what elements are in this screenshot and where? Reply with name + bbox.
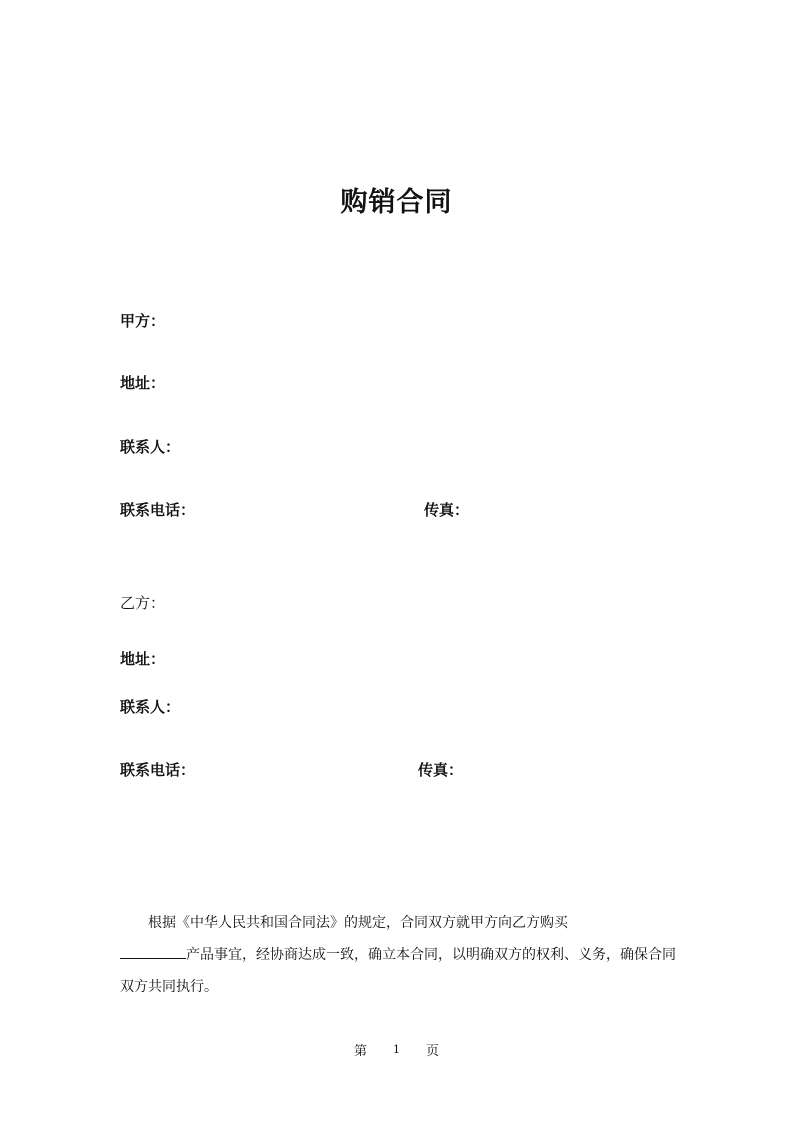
party-b-address-label: 地址： bbox=[120, 650, 166, 668]
preamble-line-2-text: 产品事宜，经协商达成一致，确立本合同，以明确双方的权利、义务，确保合同 bbox=[186, 947, 676, 963]
party-a-contact-label: 联系人： bbox=[120, 438, 181, 456]
page-footer bbox=[0, 1040, 793, 1059]
party-b-label: 乙方： bbox=[120, 594, 166, 612]
page-number: 1 bbox=[393, 1043, 400, 1056]
document-title: 购销合同 bbox=[340, 187, 453, 218]
footer-suffix: 页 bbox=[426, 1044, 440, 1059]
party-b-fax-label: 传真： bbox=[418, 761, 464, 779]
preamble-line-3: 双方共同执行。 bbox=[120, 979, 218, 995]
footer-prefix: 第 bbox=[353, 1044, 367, 1059]
preamble-line-2 bbox=[120, 939, 680, 971]
product-blank bbox=[120, 944, 186, 959]
party-a-address-label: 地址： bbox=[120, 374, 166, 392]
party-a-phone-label: 联系电话： bbox=[120, 501, 196, 519]
contract-preamble bbox=[120, 907, 680, 1003]
party-b-contact-label: 联系人： bbox=[120, 698, 181, 716]
party-a-label: 甲方： bbox=[120, 312, 166, 330]
party-b-phone-label: 联系电话： bbox=[120, 761, 196, 779]
party-a-fax-label: 传真： bbox=[424, 501, 470, 519]
preamble-line-1: 根据《中华人民共和国合同法》的规定，合同双方就甲方向乙方购买 bbox=[148, 915, 568, 931]
